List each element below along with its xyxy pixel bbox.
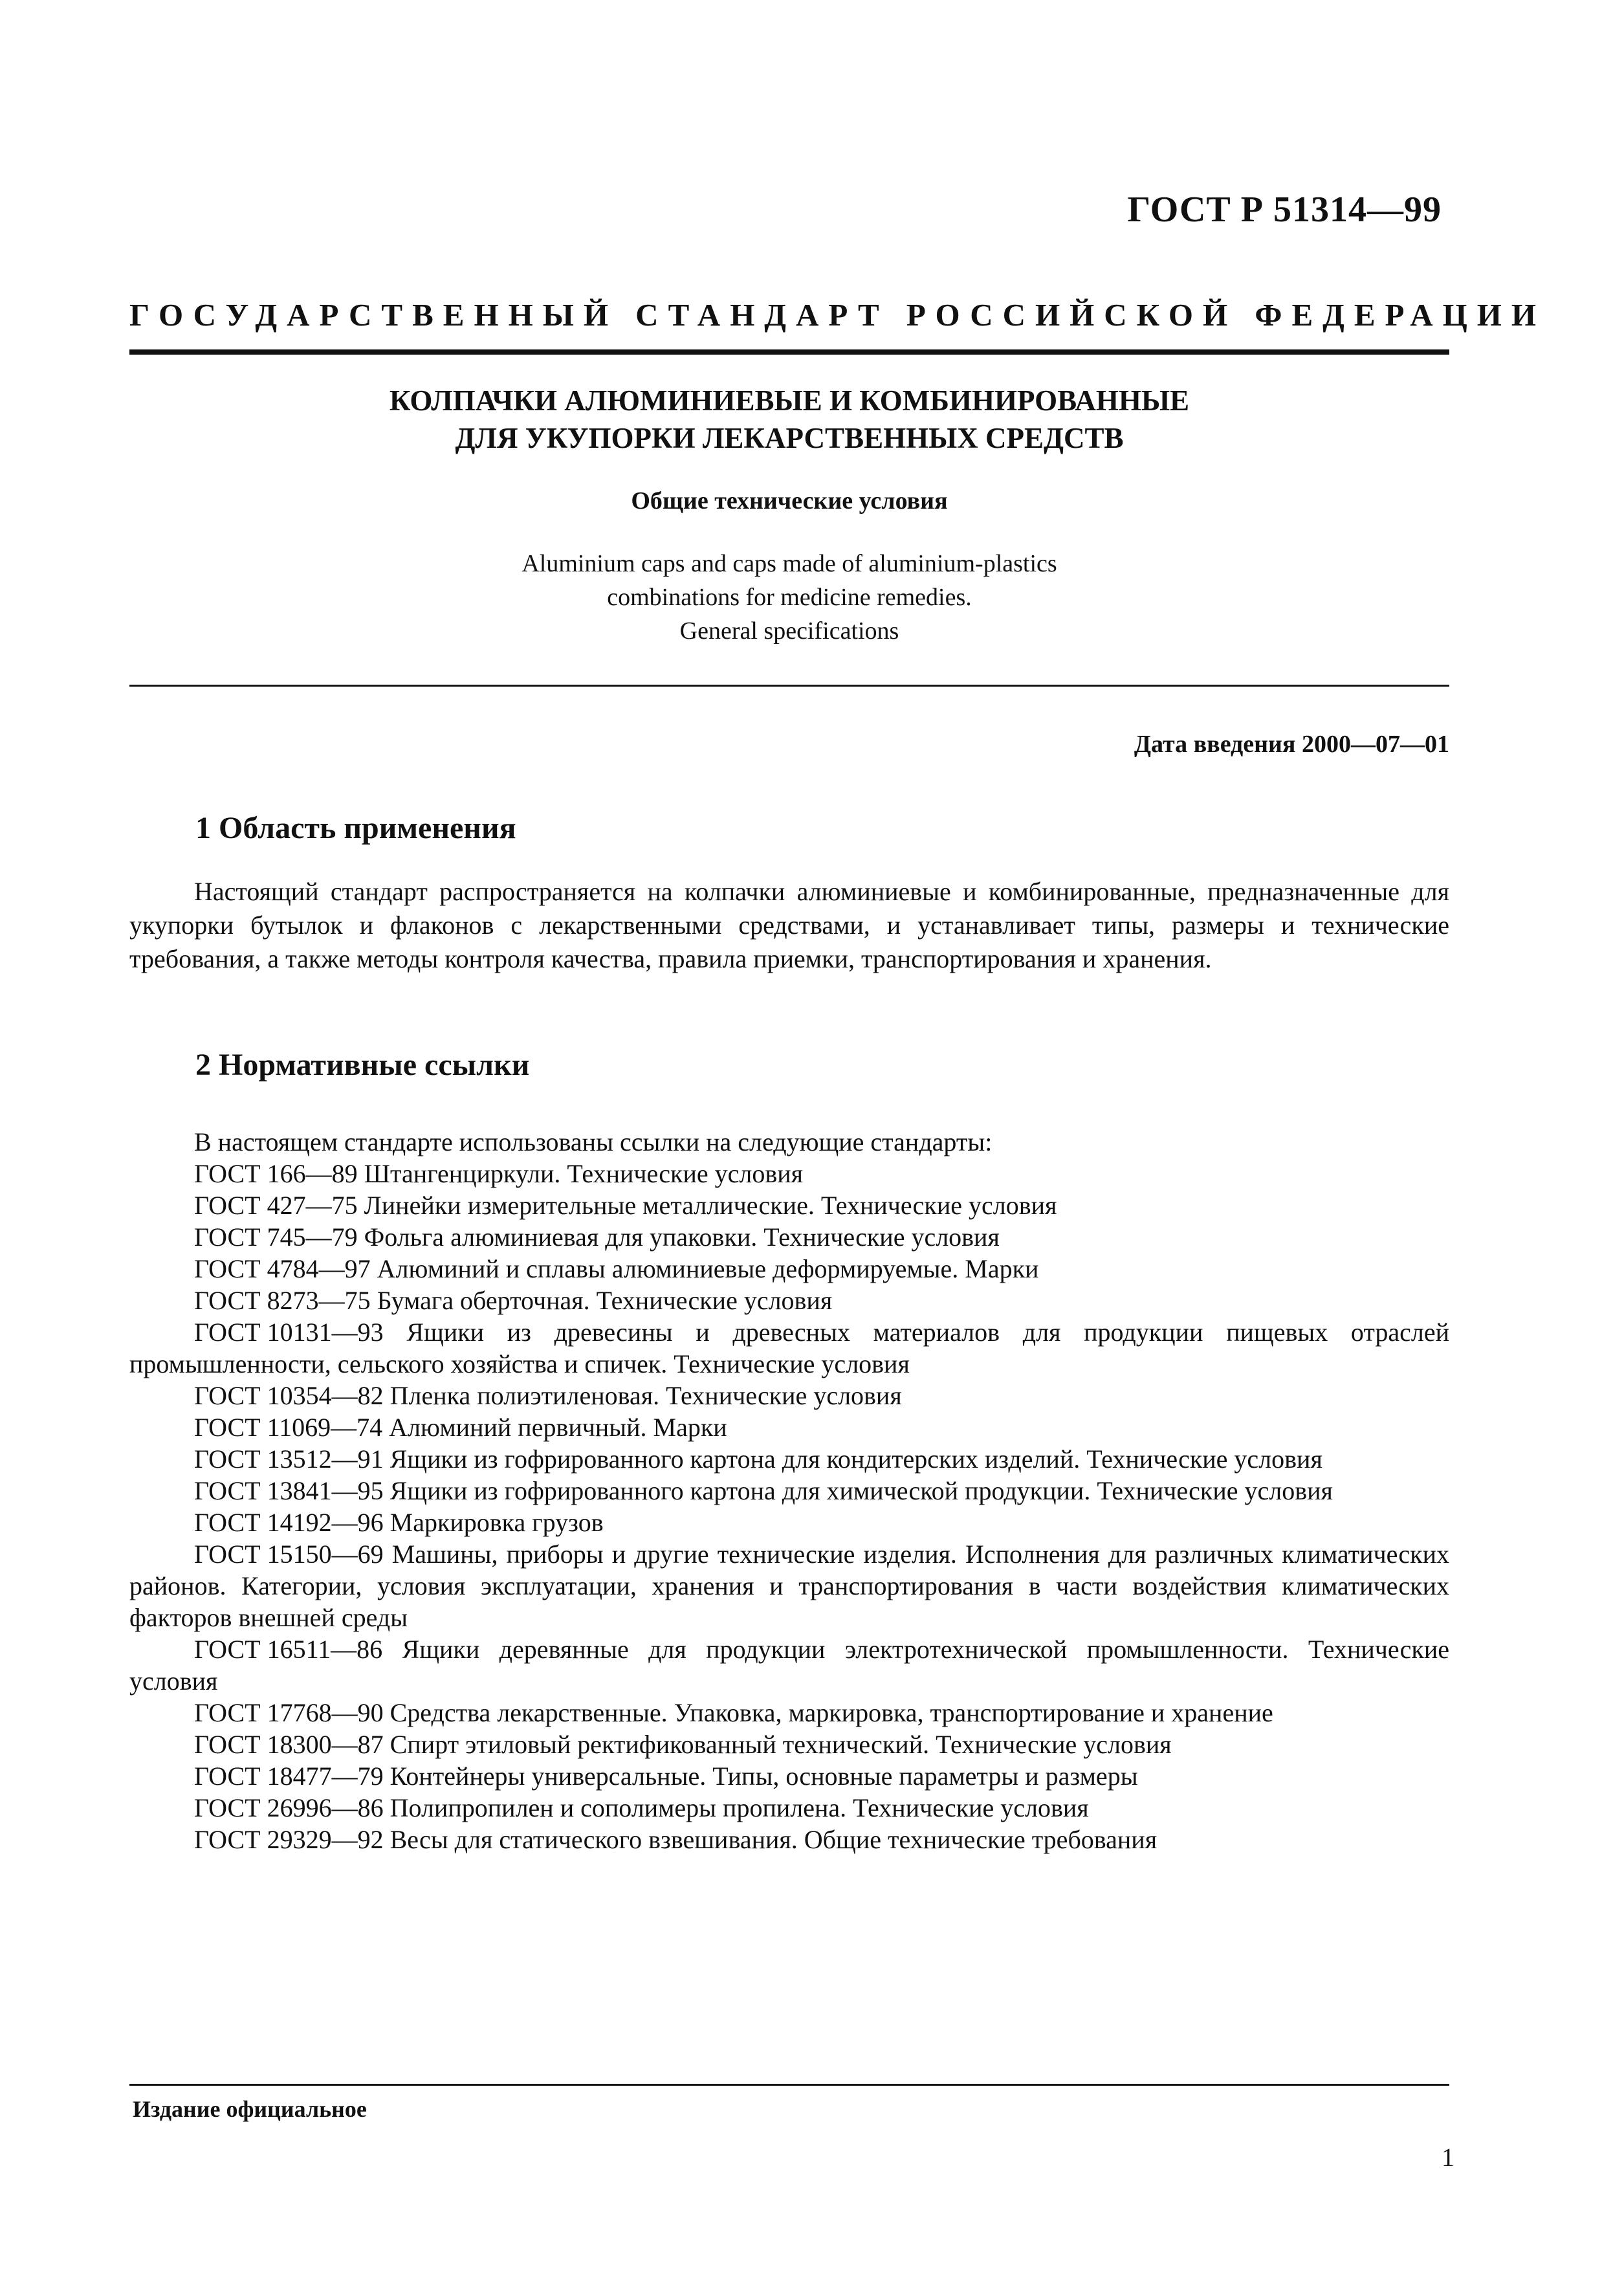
english-title-line-1: Aluminium caps and caps made of aluminium-plastics (521, 550, 1057, 577)
reference-title: Ящики из древесины и древесных материалов для продукции пищевых отраслей промышленности, сельского хозяйства и спичек. Технические условия (129, 1318, 1449, 1378)
reference-item (129, 1697, 1449, 1729)
reference-code: ГОСТ 14192—96 (194, 1508, 384, 1537)
reference-item (129, 1253, 1449, 1285)
normative-references (129, 1126, 1449, 1855)
reference-title: Средства лекарственные. Упаковка, маркировка, транспортирование и хранение (390, 1698, 1273, 1727)
official-edition-label: Издание официальное (133, 2096, 367, 2122)
introduction-date: Дата введения 2000—07—01 (1134, 731, 1449, 758)
english-title (129, 547, 1449, 648)
reference-item (129, 1633, 1449, 1697)
reference-code: ГОСТ 427—75 (194, 1191, 358, 1220)
footer-rule (129, 2084, 1449, 2086)
reference-item (129, 1316, 1449, 1380)
reference-item (129, 1443, 1449, 1475)
reference-title: Алюминий и сплавы алюминиевые деформируемые. Марки (377, 1254, 1039, 1283)
reference-item (129, 1221, 1449, 1253)
reference-title: Ящики деревянные для продукции электротехнической промышленности. Технические условия (129, 1635, 1450, 1696)
reference-code: ГОСТ 13512—91 (194, 1444, 384, 1474)
reference-item (129, 1729, 1449, 1760)
section-2-heading: 2 Нормативные ссылки (195, 1048, 530, 1082)
title-divider (129, 685, 1449, 687)
section-1-body (129, 875, 1449, 976)
reference-code: ГОСТ 13841—95 (194, 1476, 384, 1505)
reference-title: Штангенциркули. Технические условия (364, 1159, 804, 1188)
reference-code: ГОСТ 26996—86 (194, 1793, 384, 1822)
english-title-line-3: General specifications (679, 617, 899, 645)
references-list (129, 1158, 1449, 1855)
reference-title: Ящики из гофрированного картона для кондитерских изделий. Технические условия (390, 1444, 1322, 1474)
reference-item (129, 1824, 1449, 1855)
reference-code: ГОСТ 17768—90 (194, 1698, 384, 1727)
reference-title: Линейки измерительные металлические. Технические условия (364, 1191, 1057, 1220)
reference-code: ГОСТ 10354—82 (194, 1381, 384, 1410)
reference-item (129, 1507, 1449, 1538)
document-subtitle: Общие технические условия (631, 487, 948, 514)
reference-code: ГОСТ 8273—75 (194, 1286, 371, 1315)
reference-title: Фольга алюминиевая для упаковки. Технические условия (364, 1222, 1000, 1252)
title-line-1: КОЛПАЧКИ АЛЮМИНИЕВЫЕ И КОМБИНИРОВАННЫЕ (389, 384, 1190, 417)
title-line-2: ДЛЯ УКУПОРКИ ЛЕКАРСТВЕННЫХ СРЕДСТВ (455, 422, 1124, 454)
reference-title: Контейнеры универсальные. Типы, основные параметры и размеры (390, 1762, 1138, 1791)
reference-item (129, 1538, 1449, 1633)
reference-code: ГОСТ 16511—86 (194, 1635, 383, 1664)
reference-code: ГОСТ 745—79 (194, 1222, 358, 1252)
reference-item (129, 1475, 1449, 1507)
reference-item (129, 1285, 1449, 1316)
reference-title: Машины, приборы и другие технические изделия. Исполнения для различных климатических районов. Категории, условия эксплуатации, хранения и транспортирования в части воздействия климатических факторов внешней среды (129, 1540, 1450, 1632)
references-intro: В настоящем стандарте использованы ссылки на следующие стандарты: (194, 1127, 993, 1156)
reference-item (129, 1411, 1449, 1443)
reference-title: Полипропилен и сополимеры пропилена. Технические условия (390, 1793, 1089, 1822)
document-title (129, 382, 1449, 457)
reference-title: Весы для статического взвешивания. Общие технические требования (390, 1825, 1158, 1854)
reference-title: Спирт этиловый ректификованный технический. Технические условия (390, 1730, 1172, 1759)
document-code: ГОСТ Р 51314—99 (1127, 190, 1442, 230)
reference-title: Маркировка грузов (390, 1508, 604, 1537)
reference-code: ГОСТ 10131—93 (194, 1318, 384, 1347)
page-number: 1 (1442, 2143, 1454, 2172)
reference-code: ГОСТ 18477—79 (194, 1762, 384, 1791)
reference-code: ГОСТ 18300—87 (194, 1730, 384, 1759)
reference-item (129, 1158, 1449, 1189)
english-title-line-2: combinations for medicine remedies. (607, 584, 972, 611)
reference-code: ГОСТ 166—89 (194, 1159, 358, 1188)
section-1-heading: 1 Область применения (195, 811, 516, 845)
reference-title: Пленка полиэтиленовая. Технические условия (390, 1381, 902, 1410)
reference-item (129, 1189, 1449, 1221)
reference-code: ГОСТ 11069—74 (194, 1413, 383, 1442)
reference-code: ГОСТ 4784—97 (194, 1254, 371, 1283)
reference-item (129, 1760, 1449, 1792)
header-rule (129, 349, 1449, 355)
reference-item (129, 1792, 1449, 1824)
reference-title: Бумага оберточная. Технические условия (377, 1286, 833, 1315)
reference-code: ГОСТ 15150—69 (194, 1540, 384, 1569)
reference-title: Ящики из гофрированного картона для химической продукции. Технические условия (390, 1476, 1333, 1505)
section-1-paragraph: Настоящий стандарт распространяется на колпачки алюминиевые и комбинированные, предназначенные для укупорки бутылок и флаконов с лекарственными средствами, и устанавливает типы, размеры и технические требования, а также методы контроля качества, правила приемки, транспортирования и хранения. (129, 877, 1449, 973)
reference-code: ГОСТ 29329—92 (194, 1825, 384, 1854)
reference-title: Алюминий первичный. Марки (389, 1413, 727, 1442)
state-standard-title: ГОСУДАРСТВЕННЫЙ СТАНДАРТ РОССИЙСКОЙ ФЕДЕРАЦИИ (129, 297, 1546, 333)
reference-item (129, 1380, 1449, 1411)
